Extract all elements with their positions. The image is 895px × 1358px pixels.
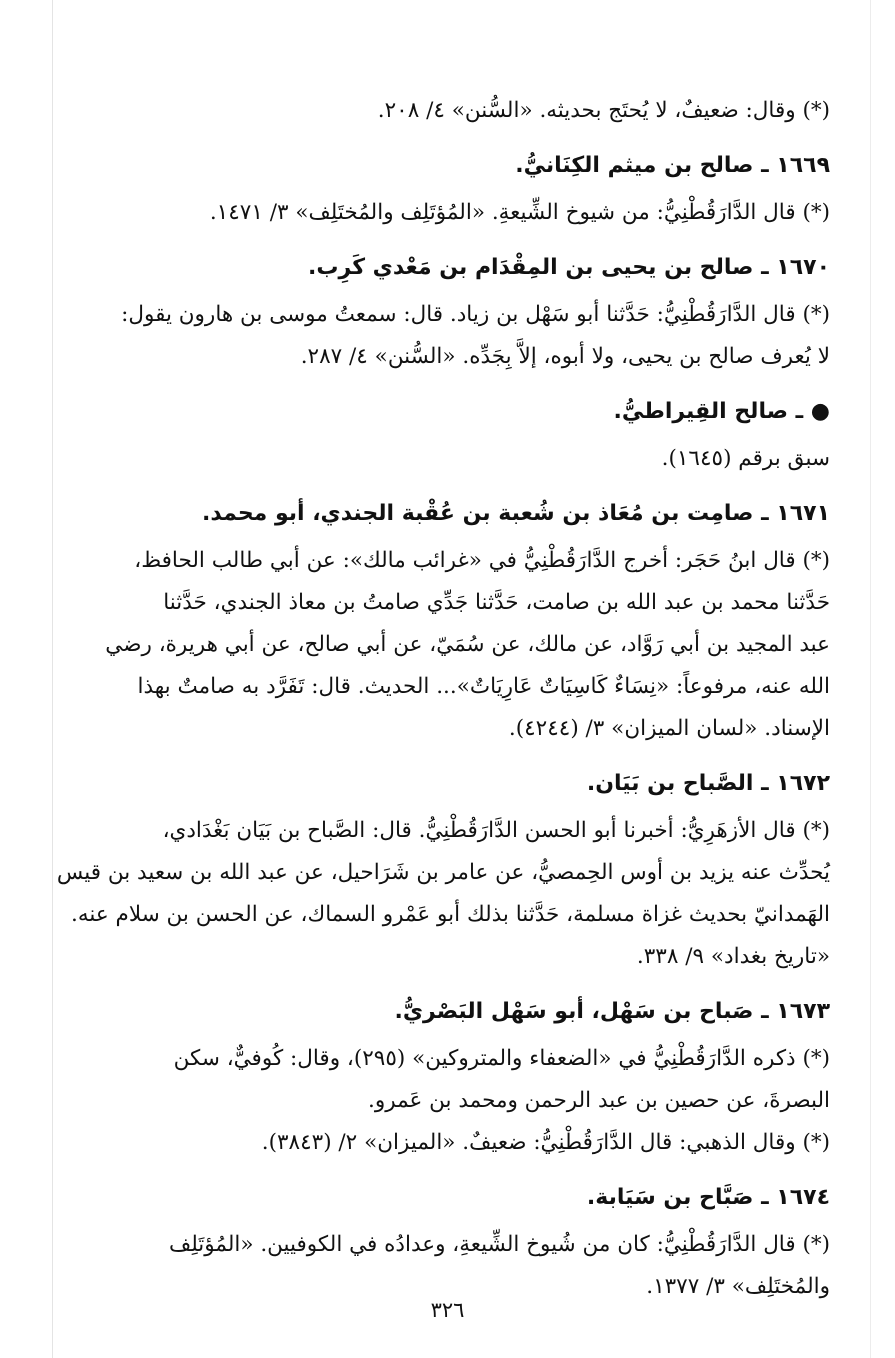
entry-title: ١٦٧٤ ـ صَبَّاح بن سَيَابة. [586, 1185, 830, 1210]
text-line: «تاريخ بغداد» ٩/ ٣٣٨. [636, 944, 830, 969]
text-line: لا يُعرف صالح بن يحيى، ولا أبوه، إلاَّ بِجَدِّه. «السُّنن» ٤/ ٢٨٧. [300, 344, 830, 369]
text-line: (*) قال الدَّارَقُطْنِيُّ: من شيوخ الشِّيعةِ. «المُؤتَلِف والمُختَلِف» ٣/ ١٤٧١. [209, 200, 830, 225]
text-line: الله عنه، مرفوعاً: «نِسَاءٌ كَاسِيَاتٌ عَارِيَاتٌ»... الحديث. قال: تَفَرَّد به صامتٌ بهذا [137, 674, 830, 699]
entry-paragraph [40, 90, 830, 132]
entry-paragraph [40, 438, 830, 480]
entry-title: ١٦٧٢ ـ الصَّباح بن بَيَان. [586, 771, 830, 796]
text-line: والمُختَلِف» ٣/ ١٣٧٧. [646, 1274, 830, 1299]
entry-paragraph [40, 1038, 830, 1164]
text-line: الهَمدانيّ بحديث غزاة مسلمة، حَدَّثنا بذلك أبو عَمْرو السماك، عن الحسن بن سلام عنه. [71, 902, 830, 927]
text-line: (*) قال الدَّارَقُطْنِيُّ: كان من شُيوخ الشِّيعةِ، وعدادُه في الكوفيين. «المُؤتَلِف [168, 1232, 830, 1257]
text-line: سبق برقم (١٦٤٥). [661, 446, 830, 471]
text-line: (*) قال الدَّارَقُطْنِيُّ: حَدَّثنا أبو سَهْل بن زياد. قال: سمعتُ موسى بن هارون يقول: [121, 302, 830, 327]
text-line: عبد المجيد بن أبي رَوَّاد، عن مالك، عن سُمَيّ، عن أبي صالح، عن أبي هريرة، رضي [105, 632, 830, 657]
text-line: (*) قال ابنُ حَجَر: أخرج الدَّارَقُطْنِيُّ في «غرائب مالك»: عن أبي طالب الحافظ، [134, 548, 830, 573]
text-line: (*) وقال: ضعيفٌ، لا يُحتَج بحديثه. «السُّنن» ٤/ ٢٠٨. [377, 98, 830, 123]
entry-title: ١٦٦٩ ـ صالح بن ميثم الكِنَانيُّ. [515, 153, 830, 178]
entry-paragraph [40, 1224, 830, 1308]
entry-paragraph [40, 294, 830, 378]
entry-title: ١٦٧٣ ـ صَباح بن سَهْل، أبو سَهْل البَصْريُّ. [394, 999, 830, 1024]
text-line: (*) قال الأزهَرِيُّ: أخبرنا أبو الحسن الدَّارَقُطْنِيُّ. قال: الصَّباح بن بَيَان بَغْدَادي، [162, 818, 830, 843]
text-line: البصرةَ، عن حصين بن عبد الرحمن ومحمد بن عَمرو. [368, 1088, 830, 1113]
scan-edge-line [52, 0, 53, 1358]
text-line: (*) ذكره الدَّارَقُطْنِيُّ في «الضعفاء والمتروكين» (٢٩٥)، وقال: كُوفيٌّ، سكن [173, 1046, 830, 1071]
entry-title: ● ـ صالح القِيراطيُّ. [613, 399, 830, 424]
text-line: الإسناد. «لسان الميزان» ٣/ (٤٢٤٤). [508, 716, 830, 741]
scan-edge-line [870, 0, 871, 1358]
entry-paragraph [40, 540, 830, 750]
text-line: (*) وقال الذهبي: قال الدَّارَقُطْنِيُّ: ضعيفٌ. «الميزان» ٢/ (٣٨٤٣). [261, 1130, 830, 1155]
text-line: يُحدِّث عنه يزيد بن أوس الحِمصيُّ، عن عامر بن شَرَاحيل، عن عبد الله بن سعيد بن قيس [56, 860, 830, 885]
entry-paragraph [40, 192, 830, 234]
entry-paragraph [40, 810, 830, 978]
entry-title: ١٦٧١ ـ صامِت بن مُعَاذ بن شُعبة بن عُقْبة الجندي، أبو محمد. [202, 501, 830, 526]
entry-title: ١٦٧٠ ـ صالح بن يحيى بن المِقْدَام بن مَعْدي كَرِب. [308, 255, 830, 280]
page-content [40, 90, 830, 1308]
page-number: ٣٢٦ [430, 1298, 465, 1322]
text-line: حَدَّثنا محمد بن عبد الله بن صامت، حَدَّثنا جَدِّي صامتُ بن معاذ الجندي، حَدَّثنا [163, 590, 830, 615]
